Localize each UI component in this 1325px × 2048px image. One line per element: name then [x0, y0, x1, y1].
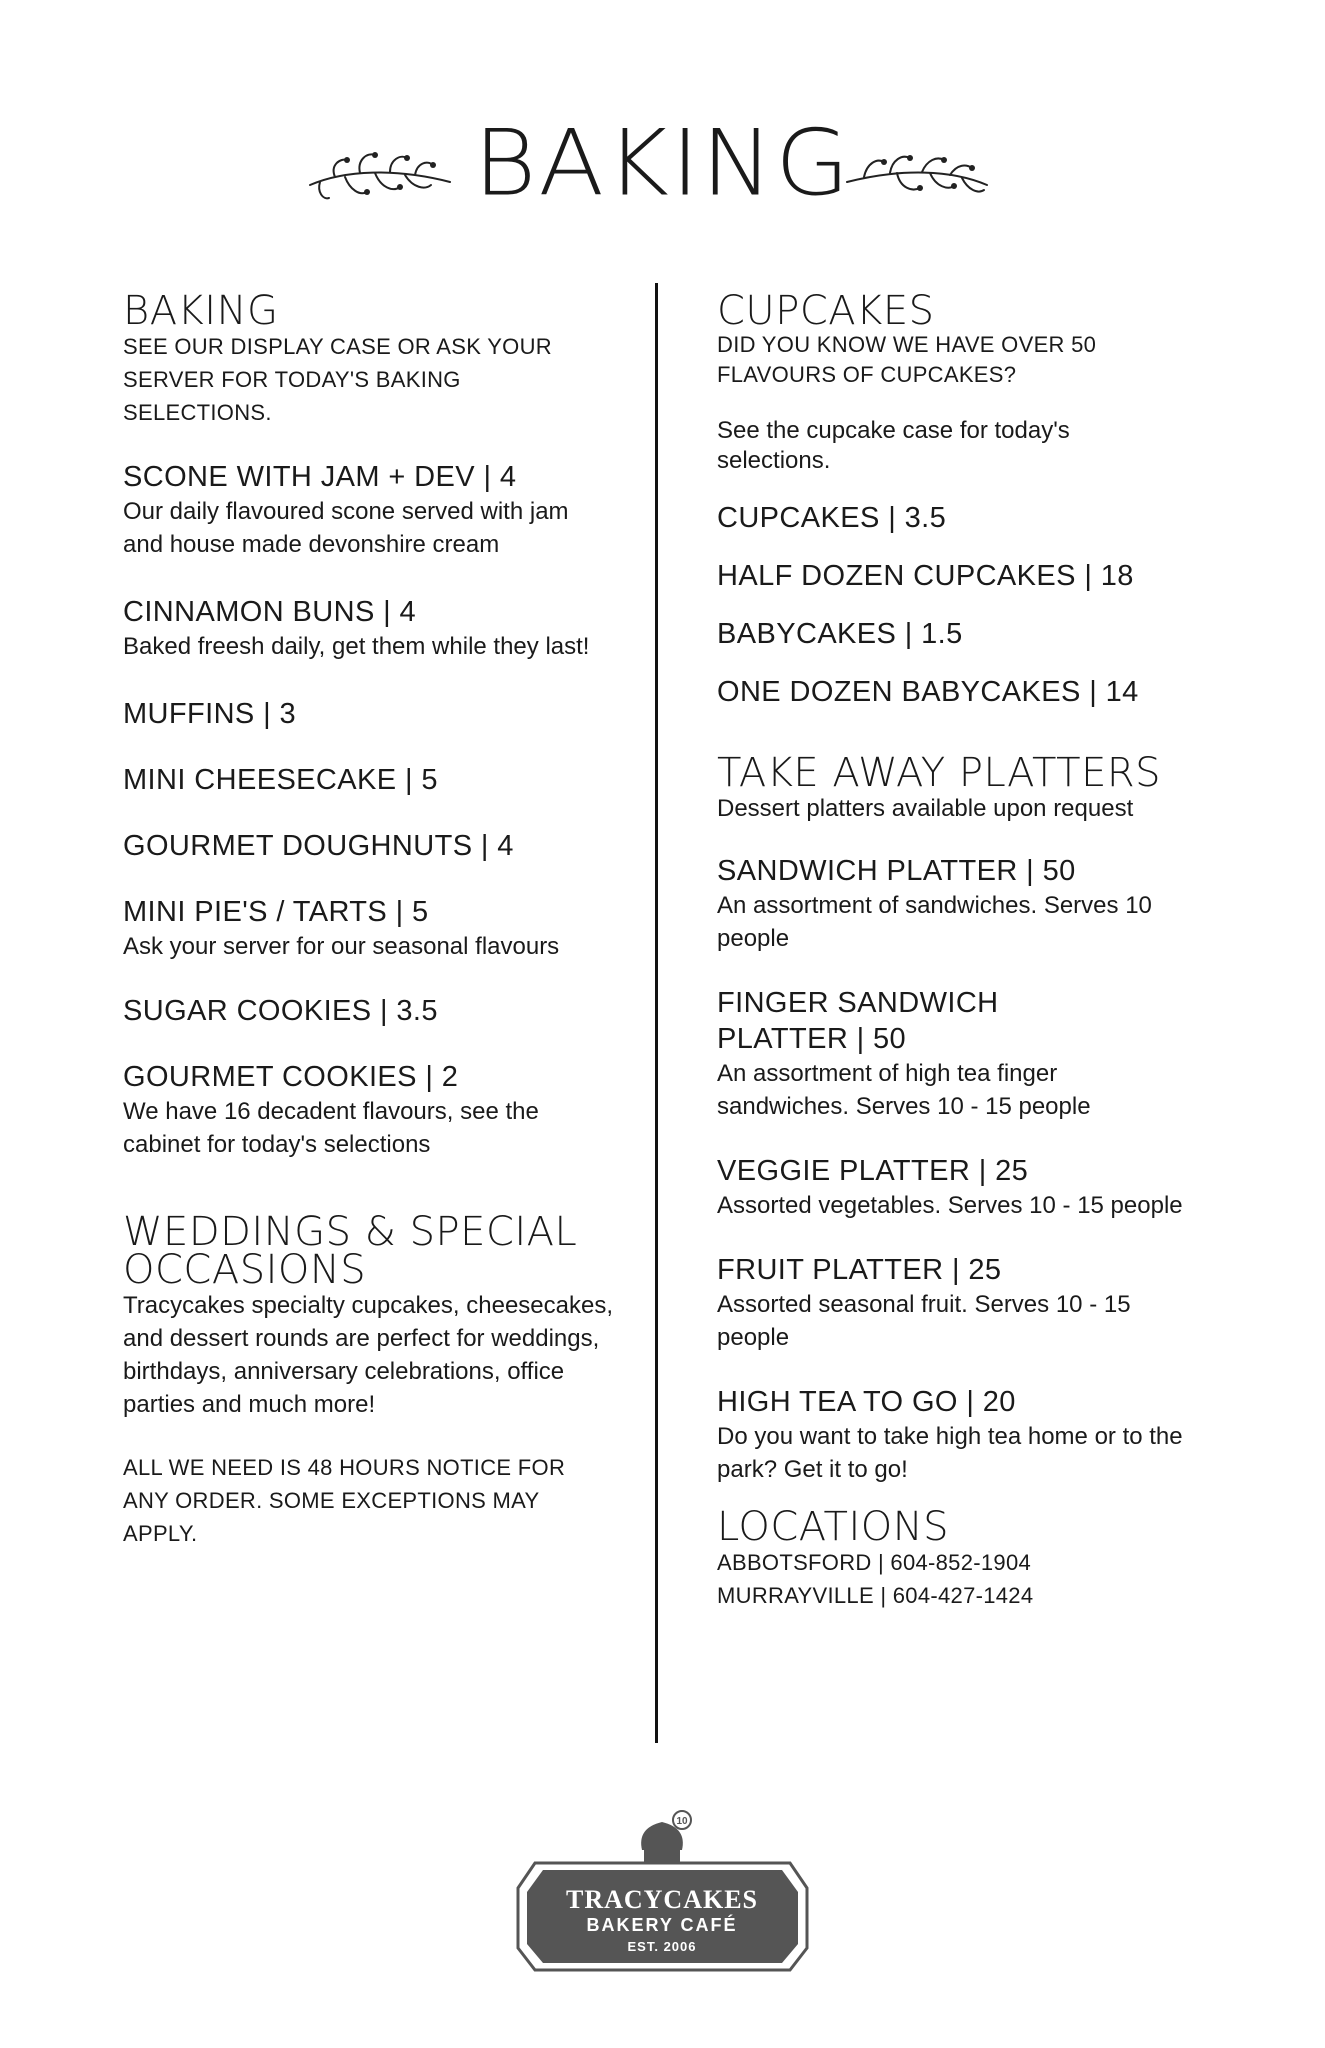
section-note: See the cupcake case for today's selections. [717, 417, 1070, 474]
item-name: GOURMET COOKIES | 2 [123, 1061, 459, 1093]
cupcakes-section [717, 288, 1187, 476]
item-desc: Our daily flavoured scone served with jam and house made devonshire cream [123, 498, 569, 558]
cupcake-icon [641, 1811, 691, 1862]
item-name: MINI PIE'S / TARTS | 5 [123, 896, 429, 928]
item-name: SCONE WITH JAM + DEV | 4 [123, 461, 517, 493]
item-name: FINGER SANDWICH PLATTER | 50 [717, 987, 999, 1055]
menu-item [123, 459, 613, 561]
cupcake-item: CUPCAKES | 3.5 [717, 502, 947, 534]
menu-item [123, 828, 613, 864]
menu-item [123, 894, 613, 963]
item-name: SUGAR COOKIES | 3.5 [123, 995, 438, 1027]
item-name: HIGH TEA TO GO | 20 [717, 1386, 1016, 1418]
platter-item [717, 1153, 1187, 1222]
left-column [123, 288, 613, 1550]
weddings-section [123, 1209, 613, 1550]
item-desc: An assortment of sandwiches. Serves 10 people [717, 892, 1152, 952]
section-title-platters: TAKE AWAY PLATTERS [717, 750, 1162, 796]
item-name: MUFFINS | 3 [123, 698, 297, 730]
menu-item [123, 594, 613, 663]
item-name: VEGGIE PLATTER | 25 [717, 1155, 1029, 1187]
right-column [717, 288, 1187, 1612]
section-title-baking: BAKING [123, 288, 279, 334]
locations-section [717, 1504, 1187, 1612]
item-desc: Ask your server for our seasonal flavours [123, 933, 560, 960]
menu-item [123, 1059, 613, 1161]
section-desc: SEE OUR DISPLAY CASE OR ASK YOUR SERVER FOR TODAY'S BAKING SELECTIONS. [123, 334, 552, 425]
platters-section [717, 750, 1187, 825]
section-desc: DID YOU KNOW WE HAVE OVER 50 FLAVOURS OF CUPCAKES? [717, 332, 1097, 387]
section-desc: Dessert platters available upon request [717, 795, 1134, 822]
item-desc: An assortment of high tea finger sandwiches. Serves 10 - 15 people [717, 1060, 1091, 1120]
item-name: MINI CHEESECAKE | 5 [123, 764, 438, 796]
section-title-locations: LOCATIONS [717, 1504, 950, 1550]
item-desc: Assorted vegetables. Serves 10 - 15 people [717, 1192, 1183, 1219]
item-name: SANDWICH PLATTER | 50 [717, 855, 1076, 887]
tracycakes-logo [515, 1808, 810, 1973]
logo-badge: 10 [676, 1816, 688, 1827]
platter-item [717, 1384, 1187, 1486]
item-desc: Baked freesh daily, get them while they last! [123, 633, 590, 660]
item-name: GOURMET DOUGHNUTS | 4 [123, 830, 514, 862]
menu-item [123, 993, 613, 1029]
location-line: ABBOTSFORD | 604-852-1904 [717, 1550, 1032, 1575]
order-notice: ALL WE NEED IS 48 HOURS NOTICE FOR ANY ORDER. SOME EXCEPTIONS MAY APPLY. [123, 1455, 566, 1546]
page-header [0, 108, 1325, 218]
cupcake-item: ONE DOZEN BABYCAKES | 14 [717, 676, 1139, 708]
page-title: BAKING [473, 109, 852, 217]
platter-item [717, 1252, 1187, 1354]
cupcake-item: BABYCAKES | 1.5 [717, 618, 963, 650]
floral-sprig-icon [842, 130, 992, 210]
section-desc: Tracycakes specialty cupcakes, cheesecakes, and dessert rounds are perfect for weddings, birthdays, anniversary celebrations, office parties and much more! [123, 1292, 613, 1418]
platter-item [717, 985, 1187, 1123]
location-line: MURRAYVILLE | 604-427-1424 [717, 1583, 1034, 1608]
logo-est: EST. 2006 [627, 1939, 697, 1954]
item-desc: Do you want to take high tea home or to the park? Get it to go! [717, 1423, 1183, 1483]
section-title-cupcakes: CUPCAKES [717, 288, 935, 334]
cupcake-item: HALF DOZEN CUPCAKES | 18 [717, 560, 1134, 592]
menu-item [123, 762, 613, 798]
item-name: CINNAMON BUNS | 4 [123, 596, 417, 628]
platter-item [717, 853, 1187, 955]
section-title-weddings: WEDDINGS & SPECIAL OCCASIONS [123, 1209, 578, 1293]
item-name: FRUIT PLATTER | 25 [717, 1254, 1002, 1286]
item-desc: We have 16 decadent flavours, see the cabinet for today's selections [123, 1098, 539, 1158]
item-desc: Assorted seasonal fruit. Serves 10 - 15 people [717, 1291, 1131, 1351]
menu-item [123, 696, 613, 732]
baking-section [123, 288, 613, 429]
column-divider [655, 283, 658, 1743]
logo-name: TRACYCAKES [565, 1885, 759, 1914]
logo-subtitle: BAKERY CAFÉ [586, 1915, 738, 1935]
